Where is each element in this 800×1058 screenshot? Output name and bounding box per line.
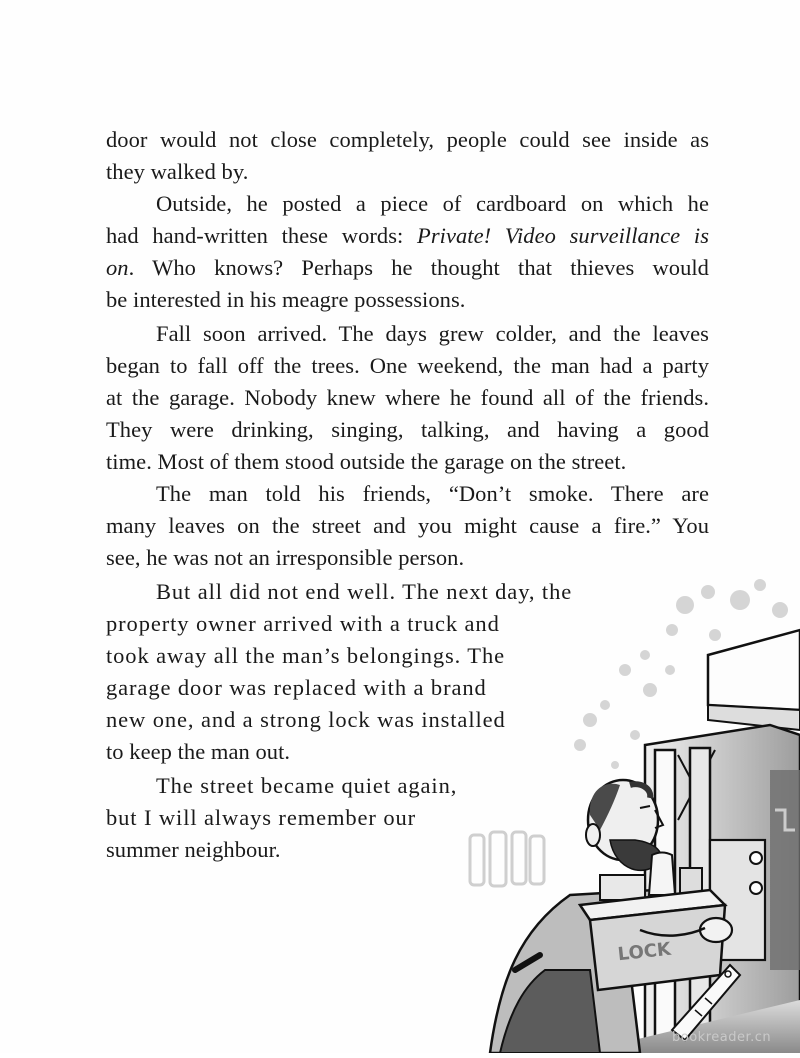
paragraph-2-line-3 — [106, 252, 709, 284]
paragraph-2-line-2 — [106, 220, 709, 252]
paragraph-5-line-6: to keep the man out. — [106, 739, 291, 764]
paragraph-6-line-2: but I will always remember our — [106, 805, 417, 830]
paragraph-5-line-3: took away all the man’s belongings. The — [106, 643, 505, 668]
paragraph-3-line-1: Fall soon arrived. The days grew colder, and the leaves — [156, 321, 709, 346]
watermark: bookreader.cn — [672, 1030, 772, 1045]
sign-quote-italic: Private! Video surveillance is — [417, 223, 710, 248]
paragraph-1-line-2: they walked by. — [106, 159, 249, 184]
box-label: LOCK — [616, 938, 672, 966]
paragraph-3-line-3: at the garage. Nobody knew where he found all of the friends. — [106, 385, 709, 410]
paragraph-4-line-2: many leaves on the street and you might cause a fire.” You — [106, 513, 709, 538]
paragraph-6-line-1: The street became quiet again, — [156, 773, 458, 798]
paragraph-5-line-1: But all did not end well. The next day, the — [156, 579, 573, 604]
paragraph-1-line-1: door would not close completely, people could see inside as — [106, 127, 709, 152]
paragraph-3-line-4: They were drinking, singing, talking, and having a good — [106, 417, 709, 442]
paragraph-4-line-1: The man told his friends, “Don’t smoke. There are — [156, 481, 709, 506]
paragraph-5-line-5: new one, and a strong lock was installed — [106, 707, 506, 732]
paragraph-2-line-3-text: . Who knows? Perhaps he thought that thieves would — [128, 255, 709, 280]
paragraph-5-line-4: garage door was replaced with a brand — [106, 675, 487, 700]
paragraph-3-line-2: began to fall off the trees. One weekend, the man had a party — [106, 353, 709, 378]
sign-quote-italic-end: on — [106, 255, 129, 280]
paragraph-3-line-5: time. Most of them stood outside the garage on the street. — [106, 449, 627, 474]
paragraph-2-line-2-text: had hand-written these words: — [106, 223, 418, 248]
paragraph-2-line-4: be interested in his meagre possessions. — [106, 287, 466, 312]
paragraph-6-line-3: summer neighbour. — [106, 837, 281, 862]
man-carrying-box-drawing — [440, 570, 800, 1053]
paragraph-2-line-1: Outside, he posted a piece of cardboard on which he — [156, 191, 709, 216]
background-bottles — [470, 832, 544, 886]
illustration-man-with-box — [440, 570, 800, 1053]
paragraph-4-line-3: see, he was not an irresponsible person. — [106, 545, 465, 570]
paragraph-5-line-2: property owner arrived with a truck and — [106, 611, 500, 636]
